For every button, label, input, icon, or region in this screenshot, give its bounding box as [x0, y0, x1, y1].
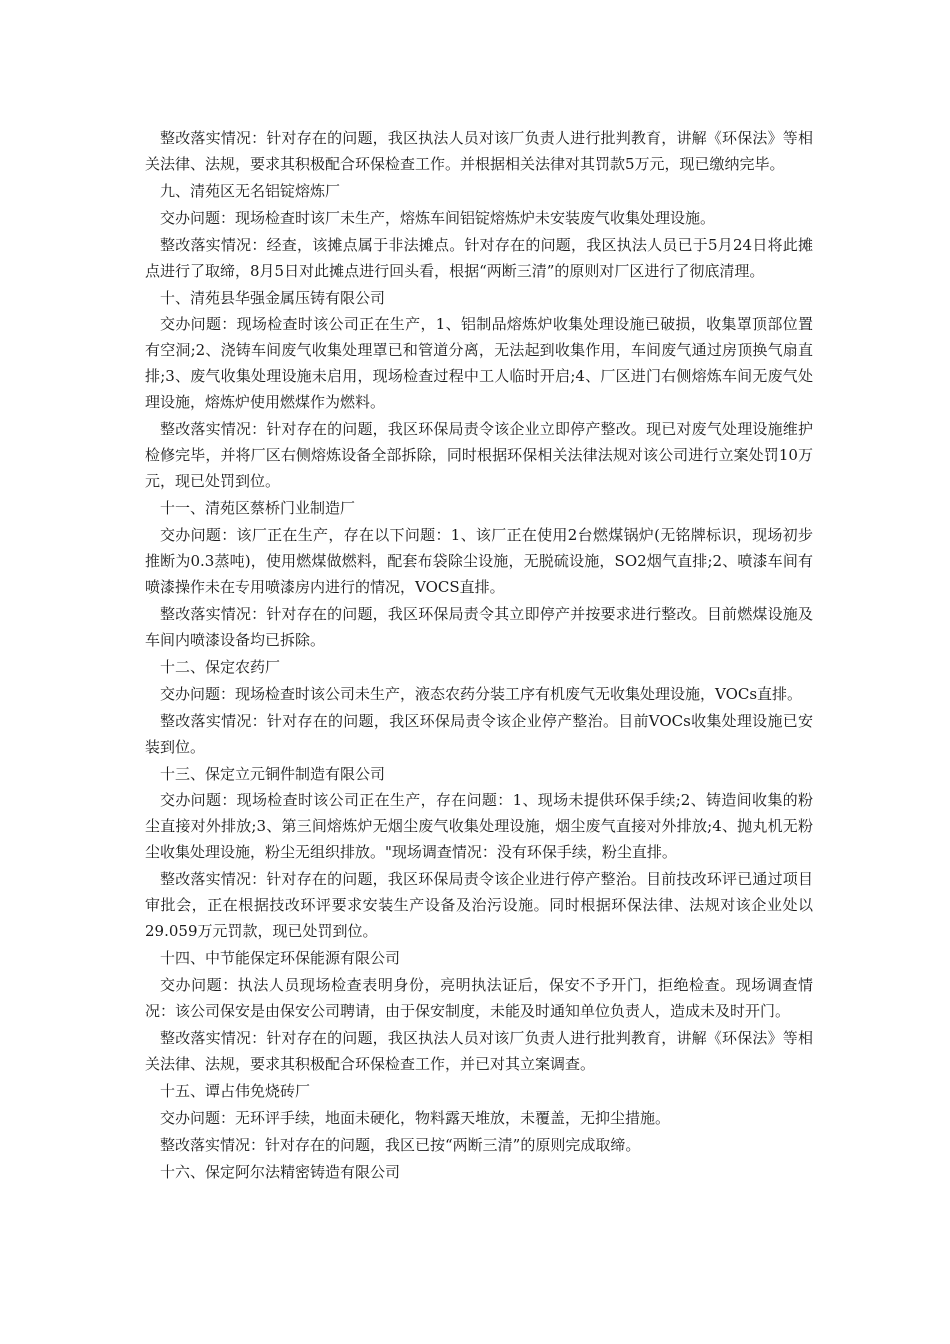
paragraph: 整改落实情况：针对存在的问题，我区环保局责令该企业进行停产整治。目前技改环评已通过项目审批会，正在根据技改环评要求安装生产设备及治污设施。同时根据环保法律、法规对该企业处以29.059万元罚款，现已处罚到位。 — [145, 870, 813, 941]
paragraph: 交办问题：执法人员现场检查表明身份，亮明执法证后，保安不予开门，拒绝检查。现场调查情况：该公司保安是由保安公司聘请，由于保安制度，未能及时通知单位负责人，造成未及时开门。 — [145, 976, 813, 1021]
document-body — [145, 125, 813, 1185]
paragraph: 整改落实情况：针对存在的问题，我区环保局责令该企业停产整治。目前VOCs收集处理设施已安装到位。 — [145, 711, 813, 756]
paragraph: 交办问题：该厂正在生产，存在以下问题：1、该厂正在使用2台燃煤锅炉(无铭牌标识，现场初步推断为0.3蒸吨)，使用燃煤做燃料，配套布袋除尘设施，无脱硫设施，SO2烟气直排;2、喷漆车间有喷漆操作未在专用喷漆房内进行的情况，VOCS直排。 — [145, 526, 813, 597]
section-heading: 十、清苑县华强金属压铸有限公司 — [160, 288, 386, 307]
paragraph: 整改落实情况：针对存在的问题，我区环保局责令其立即停产并按要求进行整改。目前燃煤设施及车间内喷漆设备均已拆除。 — [145, 605, 813, 650]
section-heading: 十五、谭占伟免烧砖厂 — [160, 1081, 311, 1100]
paragraph: 交办问题：无环评手续，地面未硬化，物料露天堆放，未覆盖，无抑尘措施。 — [160, 1108, 671, 1127]
paragraph: 交办问题：现场检查时该公司未生产，液态农药分装工序有机废气无收集处理设施，VOCs直排。 — [160, 684, 803, 703]
section-heading: 十三、保定立元铜件制造有限公司 — [160, 764, 386, 783]
paragraph: 交办问题：现场检查时该厂未生产，熔炼车间铝锭熔炼炉未安装废气收集处理设施。 — [160, 208, 716, 227]
paragraph: 交办问题：现场检查时该公司正在生产，1、铝制品熔炼炉收集处理设施已破损，收集罩顶部位置有空洞;2、浇铸车间废气收集处理罩已和管道分离，无法起到收集作用，车间废气通过房顶换气扇直排;3、废气收集处理设施未启用，现场检查过程中工人临时开启;4、厂区进门右侧熔炼车间无废气处理设施，熔炼炉使用燃煤作为燃料。 — [145, 315, 813, 412]
paragraph: 整改落实情况：经查，该摊点属于非法摊点。针对存在的问题，我区执法人员已于5月24日将此摊点进行了取缔，8月5日对此摊点进行回头看，根据“两断三清”的原则对厂区进行了彻底清理。 — [145, 235, 813, 280]
paragraph: 整改落实情况：针对存在的问题，我区执法人员对该厂负责人进行批判教育，讲解《环保法》等相关法律、法规，要求其积极配合环保检查工作，并已对其立案调查。 — [145, 1029, 813, 1074]
paragraph: 整改落实情况：针对存在的问题，我区环保局责令该企业立即停产整改。现已对废气处理设施维护检修完毕，并将厂区右侧熔炼设备全部拆除，同时根据环保相关法律法规对该公司进行立案处罚10万元，现已处罚到位。 — [145, 420, 813, 491]
paragraph: 交办问题：现场检查时该公司正在生产，存在问题：1、现场未提供环保手续;2、铸造间收集的粉尘直接对外排放;3、第三间熔炼炉无烟尘废气收集处理设施，烟尘废气直接对外排放;4、抛丸机无粉尘收集处理设施，粉尘无组织排放。"现场调查情况：没有环保手续，粉尘直排。 — [145, 791, 813, 862]
section-heading: 十四、中节能保定环保能源有限公司 — [160, 949, 401, 968]
paragraph: 整改落实情况：针对存在的问题，我区执法人员对该厂负责人进行批判教育，讲解《环保法》等相关法律、法规，要求其积极配合环保检查工作。并根据相关法律对其罚款5万元，现已缴纳完毕。 — [145, 129, 813, 173]
section-heading: 九、清苑区无名铝锭熔炼厂 — [160, 181, 341, 200]
paragraph: 整改落实情况：针对存在的问题，我区已按“两断三清”的原则完成取缔。 — [160, 1135, 641, 1154]
section-heading: 十六、保定阿尔法精密铸造有限公司 — [160, 1162, 401, 1181]
section-heading: 十二、保定农药厂 — [160, 657, 281, 676]
section-heading: 十一、清苑区蔡桥门业制造厂 — [160, 499, 356, 518]
